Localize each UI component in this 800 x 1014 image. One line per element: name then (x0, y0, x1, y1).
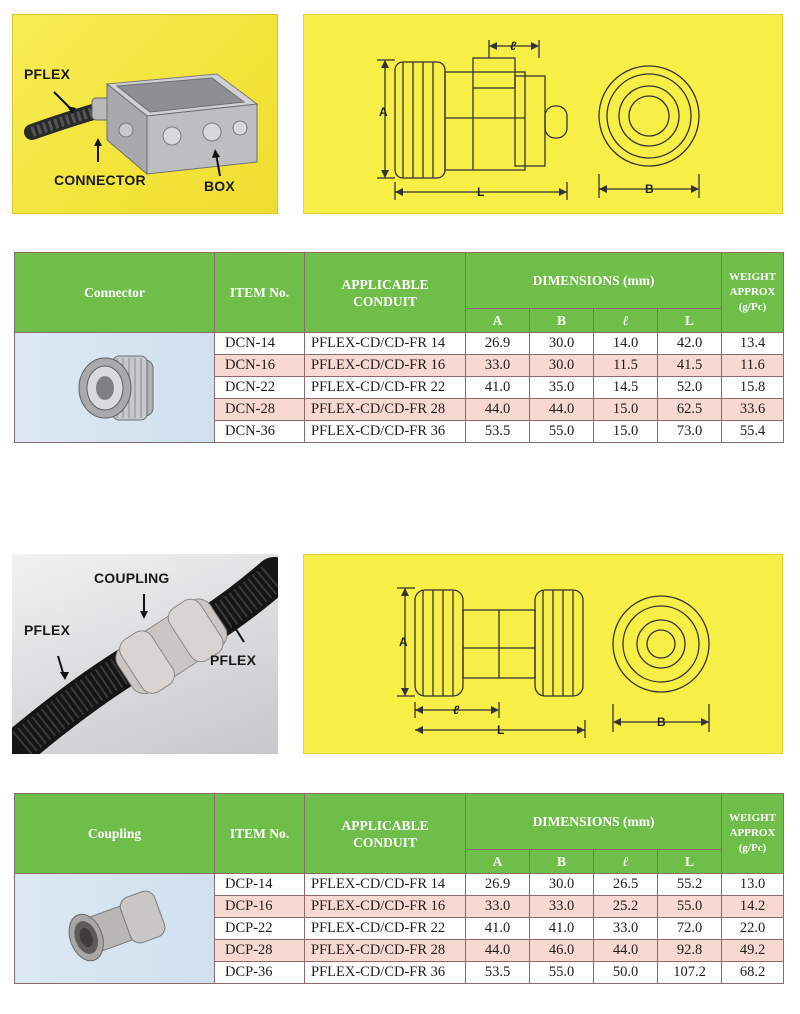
col-a-header: A (466, 309, 530, 333)
weight-cell: 11.6 (722, 355, 784, 377)
b-cell: 44.0 (530, 399, 594, 421)
unit-text: (g/Pc) (738, 301, 767, 313)
a-cell: 41.0 (466, 918, 530, 940)
col-l-header: L (658, 850, 722, 874)
connector-thumbnail (15, 333, 215, 443)
dimensions-header: DIMENSIONS (mm) (466, 253, 722, 309)
l-cell: 92.8 (658, 940, 722, 962)
weight-cell: 22.0 (722, 918, 784, 940)
applicable-conduit-header (305, 794, 466, 874)
l-small-cell: 14.0 (594, 333, 658, 355)
connector-photo-panel (12, 14, 278, 214)
dim-l-small-label: ℓ (453, 703, 460, 717)
connector-product-image (55, 340, 175, 430)
l-small-cell: 33.0 (594, 918, 658, 940)
item-no-header: ITEM No. (215, 794, 305, 874)
a-cell: 53.5 (466, 962, 530, 984)
l-cell: 42.0 (658, 333, 722, 355)
pflex-right-label: PFLEX (210, 652, 257, 668)
weight-cell: 49.2 (722, 940, 784, 962)
item-cell: DCP-14 (215, 874, 305, 896)
dim-l-label: L (497, 723, 505, 737)
weight-cell: 14.2 (722, 896, 784, 918)
connector-label: CONNECTOR (54, 172, 146, 188)
item-cell: DCP-22 (215, 918, 305, 940)
l-cell: 55.2 (658, 874, 722, 896)
coupling-drawing-panel (303, 554, 783, 754)
applicable-conduit-header (305, 253, 466, 333)
l-small-cell: 11.5 (594, 355, 658, 377)
col-a-header: A (466, 850, 530, 874)
box-label: BOX (204, 178, 235, 194)
coupling-spec-table (14, 793, 784, 984)
weight-text: WEIGHT (728, 271, 777, 283)
connector-dimension-drawing (303, 14, 783, 214)
l-small-cell: 26.5 (594, 874, 658, 896)
table-row (15, 333, 784, 355)
dim-b-label: B (657, 715, 666, 729)
coupling-product-image (50, 881, 180, 971)
item-cell: DCN-28 (215, 399, 305, 421)
l-small-cell: 15.0 (594, 399, 658, 421)
b-cell: 55.0 (530, 962, 594, 984)
item-cell: DCN-16 (215, 355, 305, 377)
conduit-cell: PFLEX-CD/CD-FR 28 (305, 940, 466, 962)
a-cell: 44.0 (466, 940, 530, 962)
dimensions-header: DIMENSIONS (mm) (466, 794, 722, 850)
weight-cell: 13.4 (722, 333, 784, 355)
weight-header (722, 794, 784, 874)
b-cell: 30.0 (530, 355, 594, 377)
conduit-cell: PFLEX-CD/CD-FR 22 (305, 377, 466, 399)
dim-a-label: A (399, 635, 408, 649)
l-cell: 72.0 (658, 918, 722, 940)
approx-text: APPROX (729, 827, 776, 839)
b-cell: 30.0 (530, 874, 594, 896)
conduit-cell: PFLEX-CD/CD-FR 36 (305, 421, 466, 443)
coupling-label: COUPLING (94, 570, 170, 586)
a-cell: 26.9 (466, 874, 530, 896)
a-cell: 44.0 (466, 399, 530, 421)
unit-text: (g/Pc) (738, 842, 767, 854)
pflex-label: PFLEX (24, 66, 71, 82)
conduit-cell: PFLEX-CD/CD-FR 22 (305, 918, 466, 940)
col-b-header: B (530, 309, 594, 333)
b-cell: 30.0 (530, 333, 594, 355)
l-cell: 62.5 (658, 399, 722, 421)
conduit-cell: PFLEX-CD/CD-FR 14 (305, 874, 466, 896)
col-l-header: L (658, 309, 722, 333)
l-cell: 73.0 (658, 421, 722, 443)
b-cell: 35.0 (530, 377, 594, 399)
weight-header (722, 253, 784, 333)
item-cell: DCN-36 (215, 421, 305, 443)
l-small-cell: 25.2 (594, 896, 658, 918)
conduit-cell: PFLEX-CD/CD-FR 36 (305, 962, 466, 984)
item-cell: DCP-28 (215, 940, 305, 962)
l-small-cell: 14.5 (594, 377, 658, 399)
l-cell: 107.2 (658, 962, 722, 984)
col-b-header: B (530, 850, 594, 874)
item-cell: DCP-16 (215, 896, 305, 918)
l-small-cell: 50.0 (594, 962, 658, 984)
connector-table-title: Connector (15, 253, 215, 333)
a-cell: 53.5 (466, 421, 530, 443)
l-small-cell: 44.0 (594, 940, 658, 962)
b-cell: 33.0 (530, 896, 594, 918)
conduit-cell: PFLEX-CD/CD-FR 28 (305, 399, 466, 421)
l-cell: 41.5 (658, 355, 722, 377)
coupling-dimension-drawing (303, 554, 783, 754)
item-cell: DCN-22 (215, 377, 305, 399)
applicable-text: APPLICABLE (341, 276, 429, 292)
item-cell: DCN-14 (215, 333, 305, 355)
a-cell: 26.9 (466, 333, 530, 355)
item-no-header: ITEM No. (215, 253, 305, 333)
conduit-cell: PFLEX-CD/CD-FR 16 (305, 355, 466, 377)
table-row (15, 874, 784, 896)
l-cell: 52.0 (658, 377, 722, 399)
coupling-table-title: Coupling (15, 794, 215, 874)
a-cell: 41.0 (466, 377, 530, 399)
coupling-thumbnail (15, 874, 215, 984)
b-cell: 41.0 (530, 918, 594, 940)
b-cell: 46.0 (530, 940, 594, 962)
weight-cell: 13.0 (722, 874, 784, 896)
l-small-cell: 15.0 (594, 421, 658, 443)
item-cell: DCP-36 (215, 962, 305, 984)
col-l-small-header: ℓ (594, 850, 658, 874)
b-cell: 55.0 (530, 421, 594, 443)
dim-l-label: L (477, 185, 485, 199)
conduit-text: CONDUIT (353, 293, 417, 309)
weight-cell: 33.6 (722, 399, 784, 421)
conduit-cell: PFLEX-CD/CD-FR 16 (305, 896, 466, 918)
conduit-cell: PFLEX-CD/CD-FR 14 (305, 333, 466, 355)
coupling-photo-panel (12, 554, 278, 754)
conduit-text: CONDUIT (353, 834, 417, 850)
weight-cell: 55.4 (722, 421, 784, 443)
pflex-left-label: PFLEX (24, 622, 71, 638)
applicable-text: APPLICABLE (341, 817, 429, 833)
approx-text: APPROX (729, 286, 776, 298)
dim-l-small-label: ℓ (510, 39, 517, 53)
dim-b-label: B (645, 182, 654, 196)
weight-text: WEIGHT (728, 812, 777, 824)
l-cell: 55.0 (658, 896, 722, 918)
a-cell: 33.0 (466, 355, 530, 377)
col-l-small-header: ℓ (594, 309, 658, 333)
dim-a-label: A (379, 105, 388, 119)
a-cell: 33.0 (466, 896, 530, 918)
weight-cell: 68.2 (722, 962, 784, 984)
connector-drawing-panel (303, 14, 783, 214)
weight-cell: 15.8 (722, 377, 784, 399)
connector-spec-table (14, 252, 784, 443)
